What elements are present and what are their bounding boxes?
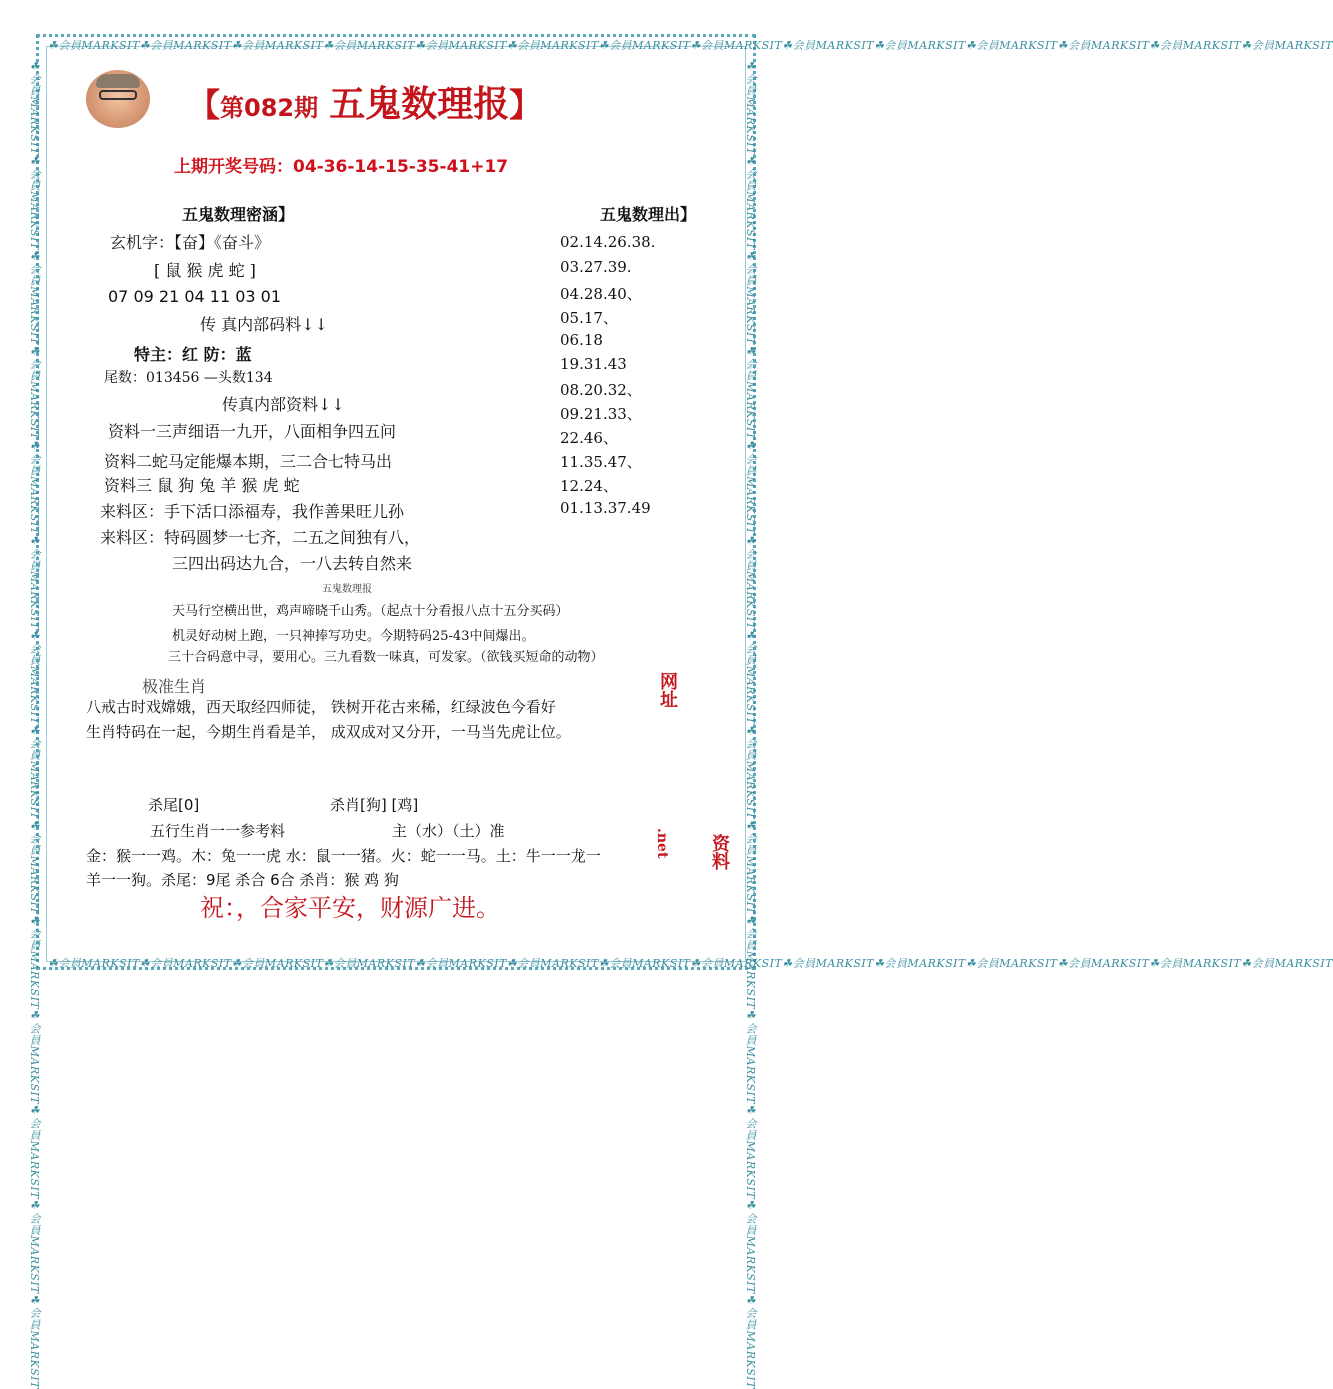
right-number-line-11: 12.24、: [560, 477, 618, 495]
five-elements-line-2: 羊一一狗。杀尾：9尾 杀合 6合 杀肖：猴 鸡 狗: [86, 871, 399, 889]
blessing-line: 祝：，合家平安，财源广进。: [200, 894, 500, 922]
border-watermark-bottom: ☘会員MARKSIT☘会員MARKSIT☘会員MARKSIT☘会員MARKSIT☘会員MARKSIT☘会員MARKSIT☘会員MARKSIT☘会員MARKSIT☘会員MARKSIT☘会員MARKSIT☘会員MARKSIT☘会員MARKSIT☘会員MARKSIT☘会員MARKSIT: [48, 957, 1333, 970]
data-line-2: 资料二蛇马定能爆本期，三二合七特马出: [104, 452, 393, 471]
verse-line-4: 八戒古时戏嫦娥，西天取经四师徒， 铁树开花古来稀，红绿波色今看好: [86, 698, 556, 716]
fax-internal-code: 传 真内部码料↓↓: [200, 315, 328, 334]
right-number-line-6: 19.31.43: [560, 355, 627, 373]
kill-zodiac: 杀肖[狗] [鸡]: [330, 796, 419, 814]
fax-internal-data: 传真内部资料↓↓: [222, 395, 345, 414]
kill-tail: 杀尾[0]: [148, 796, 200, 814]
border-watermark-left: ☘会員MARKSIT☘会員MARKSIT☘会員MARKSIT☘会員MARKSIT☘会員MARKSIT☘会員MARKSIT☘会員MARKSIT☘会員MARKSIT☘会員MARKSIT☘会員MARKSIT☘会員MARKSIT☘会員MARKSIT☘会員MARKSIT☘会員MARKSIT: [28, 60, 41, 1389]
title-bracket-right: 】: [509, 86, 542, 124]
small-header: 五鬼数理报: [322, 584, 372, 595]
precise-zodiac-label: 极准生肖: [142, 677, 207, 696]
right-number-line-5: 06.18: [560, 331, 603, 349]
five-elements-title: 五行生肖一一参考料: [150, 822, 286, 840]
issue-number: 第082期: [220, 94, 319, 122]
main-element: 主（水）（土）准: [392, 822, 505, 840]
data-line-3: 资料三 鼠 狗 兔 羊 猴 虎 蛇: [104, 476, 300, 495]
newspaper-name: 五鬼数理报: [329, 83, 510, 125]
right-number-line-2: 03.27.39.: [560, 258, 632, 276]
source-line-2: 来料区：特码圆梦一七齐，二五之间独有八，: [100, 528, 421, 547]
five-elements-line-1: 金：猴一一鸡。木：兔一一虎 水：鼠一一猪。火：蛇一一马。土：牛一一龙一: [86, 847, 601, 865]
right-number-line-10: 11.35.47、: [560, 453, 642, 471]
right-number-line-12: 01.13.37.49: [560, 499, 651, 517]
portrait-glasses: [99, 90, 137, 100]
right-number-line-7: 08.20.32、: [560, 381, 642, 399]
right-number-line-1: 02.14.26.38.: [560, 233, 656, 251]
right-number-line-3: 04.28.40、: [560, 285, 642, 303]
verse-line-1: 天马行空横出世，鸡声啼晓千山秀。（起点十分看报八点十五分买码）: [172, 604, 569, 619]
portrait-hair: [96, 74, 140, 88]
zodiac-row: [ 鼠 猴 虎 蛇 ]: [154, 261, 256, 280]
title-bracket-left: 【: [188, 86, 221, 124]
net-label: .net: [654, 828, 670, 859]
last-draw-numbers: 上期开奖号码：04-36-14-15-35-41+17: [174, 157, 509, 177]
source-line-1: 来料区：手下活口添福寿，我作善果旺儿孙: [100, 502, 405, 521]
right-section-title: 五鬼数理出】: [600, 205, 697, 224]
tail-numbers: 尾数：013456 —头数134: [104, 370, 273, 386]
te-zhu-color: 特主：红 防：蓝: [134, 345, 252, 364]
left-section-title: 五鬼数理密涵】: [182, 205, 295, 224]
page-title: [188, 76, 541, 127]
xuanji-word: 玄机字：【奋】《奋斗》: [110, 233, 271, 252]
right-number-line-8: 09.21.33、: [560, 405, 642, 423]
border-watermark-top: ☘会員MARKSIT☘会員MARKSIT☘会員MARKSIT☘会員MARKSIT☘会員MARKSIT☘会員MARKSIT☘会員MARKSIT☘会員MARKSIT☘会員MARKSIT☘会員MARKSIT☘会員MARKSIT☘会員MARKSIT☘会員MARKSIT☘会員MARKSIT: [48, 39, 1333, 52]
right-number-line-4: 05.17、: [560, 309, 618, 327]
data-line-1: 资料一三声细语一九开，八面相争四五问: [108, 422, 397, 441]
border-watermark-right: ☘会員MARKSIT☘会員MARKSIT☘会員MARKSIT☘会員MARKSIT☘会員MARKSIT☘会員MARKSIT☘会員MARKSIT☘会員MARKSIT☘会員MARKSIT☘会員MARKSIT☘会員MARKSIT☘会員MARKSIT☘会員MARKSIT☘会員MARKSIT: [744, 60, 757, 1389]
verse-line-3: 三十合码意中寻，要用心。三九看数一味真，可发家。（欲钱买短命的动物）: [168, 650, 604, 665]
right-number-line-9: 22.46、: [560, 429, 618, 447]
side-label-data: 资料: [709, 834, 730, 870]
source-line-3: 三四出码达九合，一八去转自然来: [172, 554, 413, 573]
author-portrait: [86, 70, 150, 128]
verse-line-5: 生肖特码在一起，今期生肖看是羊， 成双成对又分开，一马当先虎让位。: [86, 723, 571, 741]
numbers-row: 07 09 21 04 11 03 01: [108, 287, 282, 306]
side-label-website: 网址: [657, 672, 678, 708]
verse-line-2: 机灵好动树上跑，一只神捧写功史。今期特码25-43中间爆出。: [172, 629, 535, 644]
